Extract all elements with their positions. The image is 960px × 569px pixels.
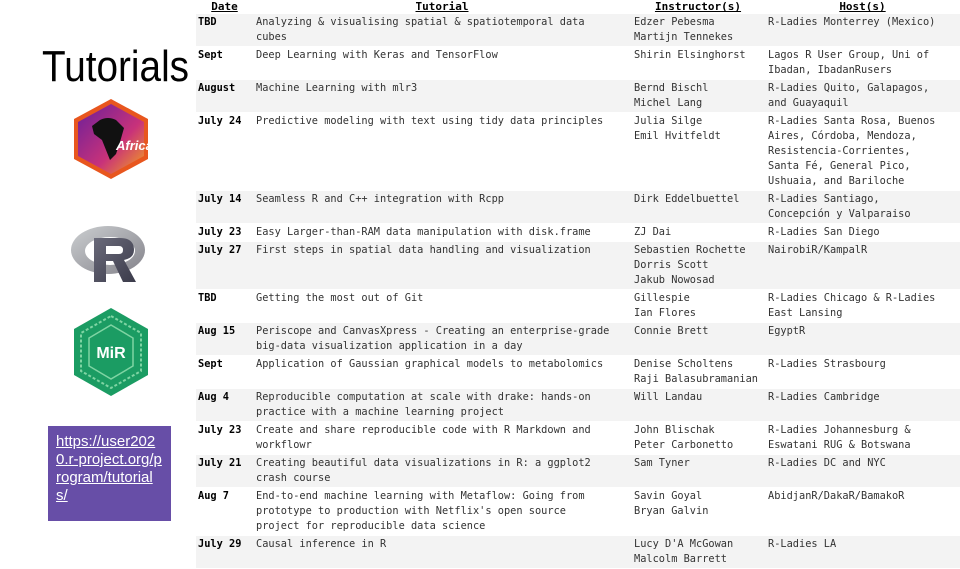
cell-instructors-line: Sam Tyner xyxy=(634,457,690,469)
cell-date: July 14 xyxy=(196,191,253,224)
cell-tutorial-line: Create and share reproducible code with R Markdown and xyxy=(256,424,591,436)
cell-instructors xyxy=(631,323,765,356)
header-tutorial: Tutorial xyxy=(415,0,469,13)
header-instructors: Instructor(s) xyxy=(654,0,742,13)
table-row xyxy=(196,323,960,356)
cell-tutorial xyxy=(253,113,631,191)
cell-tutorial-line: Causal inference in R xyxy=(256,538,387,550)
cell-hosts xyxy=(765,290,960,323)
cell-instructors-line: Raji Balasubramanian xyxy=(634,373,758,385)
cell-instructors-line: Dirk Eddelbuettel xyxy=(634,193,740,205)
cell-hosts-line: AbidjanR/DakaR/BamakoR xyxy=(768,490,905,502)
cell-tutorial-line: Creating beautiful data visualizations in R: a ggplot2 xyxy=(256,457,591,469)
cell-hosts xyxy=(765,422,960,455)
cell-hosts-line: Aires, Córdoba, Mendoza, xyxy=(768,130,917,142)
cell-instructors xyxy=(631,191,765,224)
cell-tutorial xyxy=(253,488,631,536)
cell-instructors-line: Jakub Nowosad xyxy=(634,274,715,286)
cell-date: Sept xyxy=(196,47,253,80)
table-row xyxy=(196,422,960,455)
cell-hosts xyxy=(765,224,960,242)
cell-hosts xyxy=(765,113,960,191)
cell-instructors xyxy=(631,47,765,80)
cell-hosts-line: R-Ladies DC and NYC xyxy=(768,457,886,469)
table-header-row xyxy=(196,0,960,14)
cell-tutorial xyxy=(253,389,631,422)
cell-date: July 24 xyxy=(196,113,253,191)
cell-instructors-line: John Blischak xyxy=(634,424,715,436)
cell-instructors-line: Connie Brett xyxy=(634,325,709,337)
cell-tutorial xyxy=(253,323,631,356)
cell-hosts-line: R-Ladies Chicago & R-Ladies xyxy=(768,292,936,304)
cell-date: TBD xyxy=(196,14,253,47)
table-row xyxy=(196,389,960,422)
cell-instructors xyxy=(631,290,765,323)
cell-hosts-line: R-Ladies LA xyxy=(768,538,837,550)
cell-hosts xyxy=(765,536,960,569)
cell-hosts-line: Ibadan, IbadanRusers xyxy=(768,64,892,76)
cell-tutorial-line: First steps in spatial data handling and visualization xyxy=(256,244,591,256)
cell-tutorial-line: Seamless R and C++ integration with Rcpp xyxy=(256,193,504,205)
cell-hosts xyxy=(765,356,960,389)
cell-instructors xyxy=(631,113,765,191)
cell-tutorial xyxy=(253,224,631,242)
table-row xyxy=(196,224,960,242)
cell-hosts-line: Resistencia-Corrientes, xyxy=(768,145,911,157)
cell-hosts xyxy=(765,488,960,536)
cell-tutorial-line: practice with a machine learning project xyxy=(256,406,504,418)
tutorials-table xyxy=(196,0,960,569)
cell-tutorial-line: Easy Larger-than-RAM data manipulation with disk.frame xyxy=(256,226,591,238)
cell-hosts xyxy=(765,455,960,488)
cell-hosts-line: and Guayaquil xyxy=(768,97,849,109)
cell-tutorial xyxy=(253,14,631,47)
cell-tutorial-line: workflowr xyxy=(256,439,312,451)
cell-instructors-line: Peter Carbonetto xyxy=(634,439,734,451)
table-row xyxy=(196,290,960,323)
cell-instructors-line: ZJ Dai xyxy=(634,226,672,238)
cell-instructors xyxy=(631,14,765,47)
cell-tutorial xyxy=(253,242,631,290)
cell-hosts xyxy=(765,14,960,47)
cell-instructors-line: Dorris Scott xyxy=(634,259,709,271)
cell-hosts-line: Eswatani RUG & Botswana xyxy=(768,439,911,451)
cell-hosts xyxy=(765,323,960,356)
cell-instructors xyxy=(631,389,765,422)
cell-instructors xyxy=(631,536,765,569)
africa-r-logo-text: Africa R xyxy=(116,138,166,153)
cell-hosts-line: R-Ladies Monterrey (Mexico) xyxy=(768,16,936,28)
cell-hosts-line: R-Ladies Santa Rosa, Buenos xyxy=(768,115,936,127)
cell-date: July 23 xyxy=(196,422,253,455)
cell-tutorial-line: crash course xyxy=(256,472,331,484)
cell-tutorial-line: Application of Gaussian graphical models to metabolomics xyxy=(256,358,604,370)
mir-hex-icon xyxy=(72,307,150,397)
r-logo-icon xyxy=(70,224,148,286)
cell-tutorial xyxy=(253,422,631,455)
cell-hosts-line: EgyptR xyxy=(768,325,806,337)
cell-tutorial-line: big-data visualization application in a day xyxy=(256,340,523,352)
cell-hosts-line: R-Ladies Quito, Galapagos, xyxy=(768,82,930,94)
cell-tutorial-line: Analyzing & visualising spatial & spatiotemporal data xyxy=(256,16,585,28)
cell-instructors-line: Ian Flores xyxy=(634,307,696,319)
table-row xyxy=(196,488,960,536)
cell-hosts-line: Concepción y Valparaiso xyxy=(768,208,911,220)
tutorials-link[interactable]: https://user2020.r-project.org/program/tutorials/ xyxy=(48,426,171,521)
cell-hosts-line: R-Ladies Cambridge xyxy=(768,391,880,403)
cell-instructors xyxy=(631,455,765,488)
cell-tutorial-line: cubes xyxy=(256,31,287,43)
cell-instructors-line: Martijn Tennekes xyxy=(634,31,734,43)
table-row xyxy=(196,242,960,290)
cell-instructors xyxy=(631,224,765,242)
cell-hosts-line: R-Ladies San Diego xyxy=(768,226,880,238)
cell-tutorial xyxy=(253,356,631,389)
header-date: Date xyxy=(211,0,238,13)
cell-instructors-line: Shirin Elsinghorst xyxy=(634,49,746,61)
cell-hosts-line: East Lansing xyxy=(768,307,843,319)
cell-hosts-line: Lagos R User Group, Uni of xyxy=(768,49,930,61)
slide-title: Tutorials xyxy=(42,42,190,91)
cell-hosts-line: R-Ladies Santiago, xyxy=(768,193,880,205)
cell-hosts-line: R-Ladies Strasbourg xyxy=(768,358,886,370)
table-row xyxy=(196,191,960,224)
cell-date: Aug 15 xyxy=(196,323,253,356)
cell-date: July 27 xyxy=(196,242,253,290)
cell-instructors-line: Gillespie xyxy=(634,292,690,304)
cell-instructors-line: Savin Goyal xyxy=(634,490,703,502)
cell-hosts xyxy=(765,191,960,224)
cell-instructors-line: Julia Silge xyxy=(634,115,703,127)
cell-tutorial-line: Getting the most out of Git xyxy=(256,292,424,304)
cell-tutorial xyxy=(253,80,631,113)
cell-instructors-line: Denise Scholtens xyxy=(634,358,734,370)
cell-date: July 23 xyxy=(196,224,253,242)
cell-tutorial xyxy=(253,191,631,224)
cell-tutorial-line: prototype to production with Netflix's open source xyxy=(256,505,566,517)
table-row xyxy=(196,536,960,569)
cell-date: July 21 xyxy=(196,455,253,488)
cell-date: TBD xyxy=(196,290,253,323)
cell-date: July 29 xyxy=(196,536,253,569)
cell-instructors-line: Edzer Pebesma xyxy=(634,16,715,28)
cell-instructors xyxy=(631,488,765,536)
table-row xyxy=(196,455,960,488)
cell-instructors-line: Lucy D'A McGowan xyxy=(634,538,734,550)
cell-hosts xyxy=(765,242,960,290)
cell-tutorial-line: End-to-end machine learning with Metaflow: Going from xyxy=(256,490,585,502)
cell-hosts xyxy=(765,47,960,80)
cell-hosts xyxy=(765,80,960,113)
table-row xyxy=(196,47,960,80)
cell-instructors xyxy=(631,356,765,389)
cell-instructors-line: Michel Lang xyxy=(634,97,703,109)
cell-instructors xyxy=(631,422,765,455)
cell-tutorial-line: project for reproducible data science xyxy=(256,520,486,532)
table-row xyxy=(196,356,960,389)
table-row xyxy=(196,80,960,113)
cell-hosts-line: NairobiR/KampalR xyxy=(768,244,868,256)
cell-instructors-line: Bryan Galvin xyxy=(634,505,709,517)
header-hosts: Host(s) xyxy=(839,0,886,13)
cell-date: Aug 7 xyxy=(196,488,253,536)
cell-tutorial xyxy=(253,455,631,488)
cell-instructors-line: Emil Hvitfeldt xyxy=(634,130,721,142)
cell-tutorial xyxy=(253,536,631,569)
africa-r-hex-icon xyxy=(70,98,166,180)
cell-instructors-line: Bernd Bischl xyxy=(634,82,709,94)
cell-tutorial-line: Machine Learning with mlr3 xyxy=(256,82,418,94)
table-row xyxy=(196,113,960,191)
cell-date: August xyxy=(196,80,253,113)
cell-hosts xyxy=(765,389,960,422)
cell-tutorial xyxy=(253,47,631,80)
mir-logo-text: MiR xyxy=(96,345,126,362)
cell-tutorial-line: Deep Learning with Keras and TensorFlow xyxy=(256,49,498,61)
cell-tutorial-line: Reproducible computation at scale with drake: hands-on xyxy=(256,391,591,403)
cell-instructors xyxy=(631,242,765,290)
cell-tutorial xyxy=(253,290,631,323)
cell-instructors-line: Will Landau xyxy=(634,391,703,403)
cell-instructors-line: Sebastien Rochette xyxy=(634,244,746,256)
cell-hosts-line: Ushuaia, and Bariloche xyxy=(768,175,905,187)
cell-tutorial-line: Periscope and CanvasXpress - Creating an enterprise-grade xyxy=(256,325,610,337)
table-row xyxy=(196,14,960,47)
cell-hosts-line: Santa Fé, General Pico, xyxy=(768,160,911,172)
cell-tutorial-line: Predictive modeling with text using tidy data principles xyxy=(256,115,604,127)
cell-hosts-line: R-Ladies Johannesburg & xyxy=(768,424,911,436)
cell-instructors-line: Malcolm Barrett xyxy=(634,553,727,565)
cell-date: Aug 4 xyxy=(196,389,253,422)
cell-instructors xyxy=(631,80,765,113)
cell-date: Sept xyxy=(196,356,253,389)
